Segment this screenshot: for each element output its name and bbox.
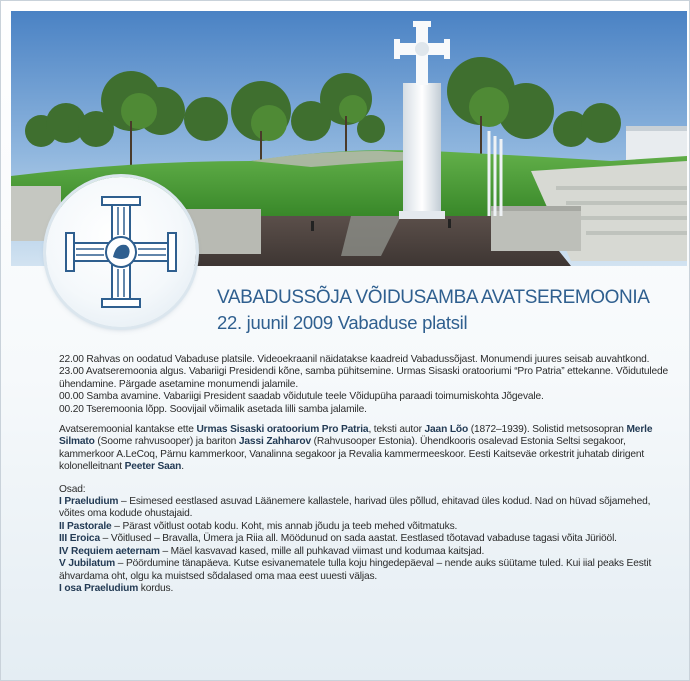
schedule-item: 00.20 Tseremoonia lõpp. Soovijail võimalik asetada lilli samba jalamile. xyxy=(59,403,367,415)
schedule-item: 00.00 Samba avamine. Vabariigi President saadab võidutule teele Võidupüha paraadi toimumiskohta Jõgevale. xyxy=(59,391,544,403)
part-item: II Pastorale – Pärast võitlust ootab kodu. Koht, mis annab jõudu ja teeb mehed võitmatuks. xyxy=(59,520,458,532)
schedule-item: 23.00 Avatseremoonia algus. Vabariigi Presidendi kõne, samba pühitsemine. Urmas Sisaski oratooriumi “Pro Patria” ettekanne. Võidutulede ühendamine. Pärgade asetamine monumendi jalamile. xyxy=(59,366,669,390)
content-body xyxy=(59,354,675,595)
part-item: V Jubilatum – Pöördumine tänapäeva. Kutse esivanematele tulla koju hingedepäeval – nende auks süütame tuled. Kui iial peaks Eestit ähvardama oht, olgu ka muistsed sõdalased oma maa eest uuesti väljas. xyxy=(59,558,652,582)
cross-of-liberty-emblem xyxy=(46,177,196,327)
schedule-list xyxy=(59,354,675,416)
schedule-item: 22.00 Rahvas on oodatud Vabaduse platsile. Videoekraanil näidatakse kaadreid Vabadussõjast. Monumendi juures seisab auvahtkond. xyxy=(59,354,650,365)
title-block xyxy=(217,287,650,334)
concert-paragraph: Avatseremoonial kantakse ette Urmas Sisaski oratoorium Pro Patria, teksti autor Jaan Lõo (1872–1939). Solistid metsosopran Merle Silmato (Soome rahvusooper) ja bariton Jassi Zahharov (Rahvusooper Estonia). Ühendkooris osalevad Estonia Seltsi segakoor, kammerkoor A.LeCoq, Pärnu kammerkoor, Vanalinna segakoor ja Revalia kammermeeskoor. Eesti Kaitseväe orkestrit juhatab dirigent kolonelleitnant Peeter Saan. xyxy=(59,424,653,473)
part-item: I Praeludium – Esimesed eestlased asuvad Läänemere kallastele, harivad üles põllud, ehitavad üles kodud. Nad on hüvad sõjamehed, võites oma kodude ohustajaid. xyxy=(59,496,651,520)
part-item: IV Requiem aeternam – Mäel kasvavad kased, mille all puhkavad viimast und kodumaa kaitsjad. xyxy=(59,545,485,557)
parts-heading: Osad: xyxy=(59,483,86,495)
page-subtitle: 22. juunil 2009 Vabaduse platsil xyxy=(217,312,468,333)
parts-list xyxy=(59,484,675,596)
part-item: III Eroica – Võitlused – Bravalla, Ümera ja Riia all. Möödunud on sada aastat. Eestlased tõotavad vabaduse tagasi võita Jüriööl. xyxy=(59,533,617,545)
part-reprise: I osa Praeludium kordus. xyxy=(59,582,174,594)
page-title: VABADUSSÕJA VÕIDUSAMBA AVATSEREMOONIA xyxy=(217,287,650,308)
